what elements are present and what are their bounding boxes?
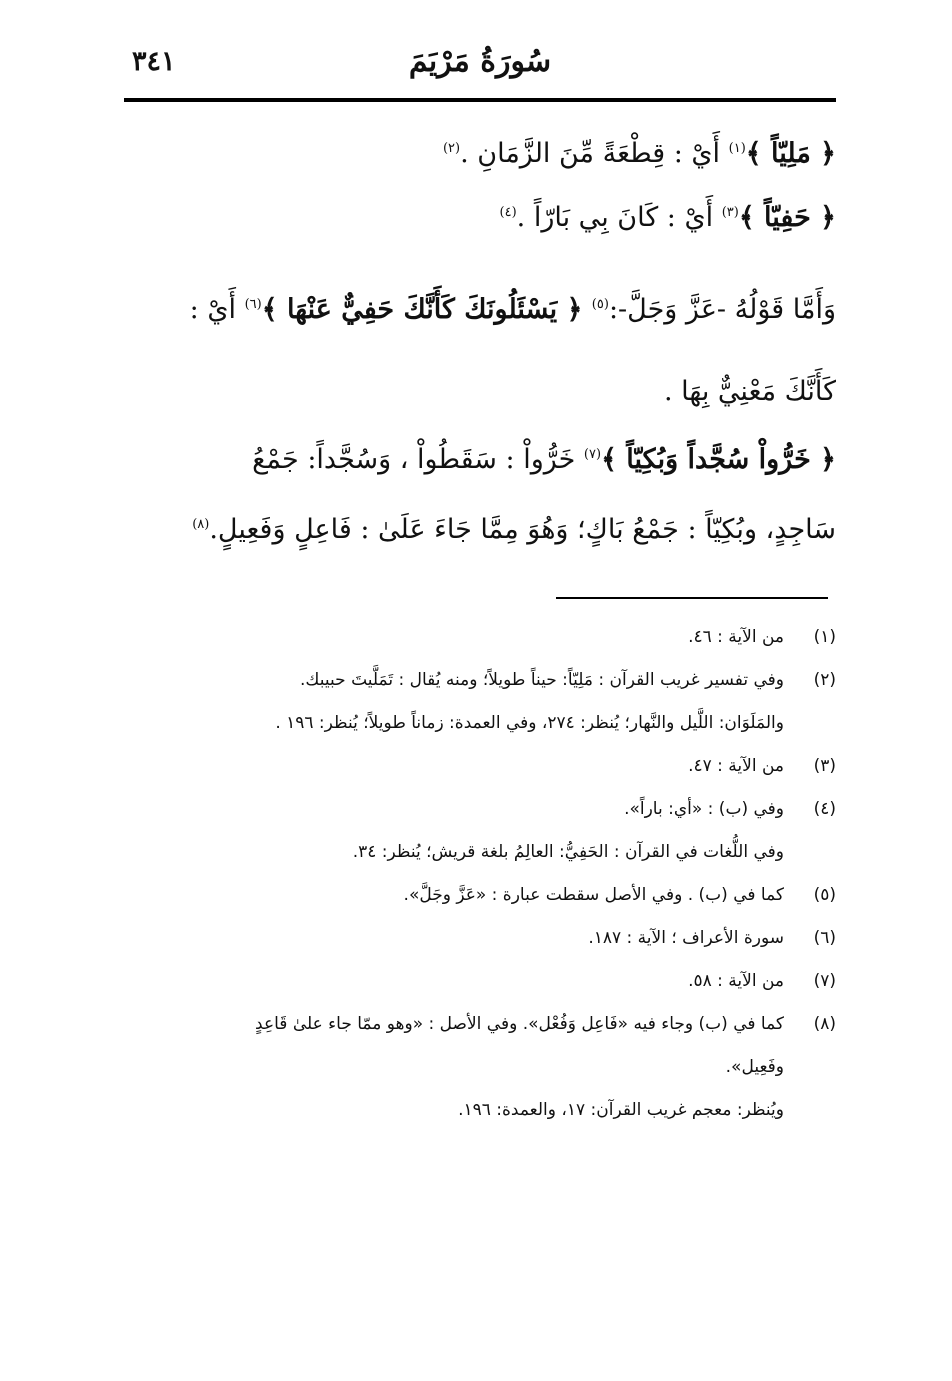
- footnote-ref[interactable]: (٣): [721, 205, 739, 220]
- footnote-line: من الآية : ٤٦.: [688, 627, 784, 647]
- quran-verse: ﴿ يَسْئَلُونَكَ كَأَنَّكَ حَفِيٌّ عَنْهَا ﴾: [261, 294, 592, 325]
- footnote-line: وفي اللُّغات في القرآن : الحَفِيُّ: العالِمُ بلغة قريش؛ يُنظر: ٣٤.: [352, 842, 784, 862]
- footnote-2: [124, 659, 836, 745]
- footnote-line: وفي تفسير غريب القرآن : مَلِيّاً: حيناً طويلاً؛ ومنه يُقال : تَمَلَّيتَ حبيبك.: [300, 670, 784, 690]
- gloss-line: [124, 282, 836, 338]
- footnote-body: [124, 745, 784, 788]
- footnote-line: سورة الأعراف ؛ الآية : ١٨٧.: [588, 928, 784, 948]
- gloss-entry-hafiyya: [124, 190, 836, 246]
- footnote-line: وفي (ب) : «أي: باراً».: [624, 799, 784, 819]
- gloss-text: سَاجِدٍ، وبُكِيّاً : جَمْعُ بَاكٍ؛ وَهُوَ مِمَّا جَاءَ عَلَىٰ : فَاعِلٍ وَفَعِيلٍ.: [209, 514, 836, 545]
- page-header: [124, 36, 836, 98]
- footnote-number: (١): [813, 627, 836, 647]
- gloss-line: [124, 364, 836, 420]
- surah-title: سُورَةُ مَرْيَمَ: [408, 44, 552, 79]
- quran-verse: ﴿ خَرُّواْ سُجَّداً وَبُكِيّاً ﴾: [601, 444, 836, 475]
- footnote-number: (٧): [813, 971, 836, 991]
- footnote-separator: [556, 597, 828, 599]
- footnote-line: وفَعِيل».: [725, 1057, 784, 1077]
- gloss-text: وَأَمَّا قَوْلُهُ -عَزَّ وَجَلَّ-:: [608, 294, 836, 325]
- page-number: ٣٤١: [132, 46, 176, 77]
- header-rule: [124, 98, 836, 102]
- quran-word: ﴿ مَلِيّاً ﴾: [745, 138, 836, 169]
- footnote-ref[interactable]: (٦): [244, 297, 262, 312]
- footnote-ref[interactable]: (١): [728, 141, 746, 156]
- footnote-1: [124, 616, 836, 659]
- footnote-8: [124, 1003, 836, 1132]
- footnote-7: [124, 960, 836, 1003]
- footnote-line: من الآية : ٤٧.: [688, 756, 784, 776]
- footnote-line: من الآية : ٥٨.: [688, 971, 784, 991]
- footnote-number: (٥): [813, 885, 836, 905]
- footnote-body: [124, 616, 784, 659]
- quran-word: ﴿ حَفِيّاً ﴾: [738, 202, 836, 233]
- footnote-body: [124, 960, 784, 1003]
- gloss-line: [124, 190, 836, 246]
- footnote-4: [124, 788, 836, 874]
- footnote-number: (٢): [813, 670, 836, 690]
- footnote-number: (٨): [813, 1014, 836, 1034]
- footnote-body: [124, 874, 784, 917]
- gloss-entry-maliyya: [124, 126, 836, 182]
- footnote-ref[interactable]: (٨): [192, 517, 210, 532]
- gloss-text: أَيْ :: [189, 294, 245, 325]
- gloss-line: [124, 502, 836, 558]
- footnote-line: والمَلَوَان: اللَّيل والنَّهار؛ يُنظر: ٢٧٤، وفي العمدة: زماناً طويلاً؛ يُنظر: ١٩٦ .: [275, 713, 784, 733]
- footnote-3: [124, 745, 836, 788]
- footnote-body: [124, 788, 784, 874]
- footnote-line: ويُنظر: معجم غريب القرآن: ١٧، والعمدة: ١٩٦.: [458, 1100, 784, 1120]
- footnote-line: كما في (ب) . وفي الأصل سقطت عبارة : «عَزَّ وجَلَّ».: [403, 885, 784, 905]
- footnote-ref[interactable]: (٥): [591, 297, 609, 312]
- gloss-text: خَرُّواْ : سَقَطُواْ ، وَسُجَّداً: جَمْعُ: [252, 444, 584, 475]
- gloss-entry-kharru: [124, 432, 836, 558]
- gloss-entry-yasalunaka: [124, 282, 836, 420]
- gloss-line: [124, 126, 836, 182]
- gloss-text: كَأَنَّكَ مَعْنِيٌّ بِهَا .: [663, 376, 836, 407]
- footnote-ref[interactable]: (٢): [442, 141, 461, 156]
- footnote-number: (٣): [813, 756, 836, 776]
- footnote-body: [124, 659, 784, 745]
- gloss-text: أَيْ : قِطْعَةً مِّنَ الزَّمَانِ .: [460, 138, 729, 169]
- footnote-number: (٦): [813, 928, 836, 948]
- footnote-ref[interactable]: (٧): [583, 447, 602, 462]
- footnote-body: [124, 917, 784, 960]
- footnote-5: [124, 874, 836, 917]
- gloss-line: [124, 432, 836, 488]
- footnote-body: [124, 1003, 784, 1132]
- footnote-number: (٤): [813, 799, 836, 819]
- footnotes: [124, 616, 836, 1132]
- gloss-text: أَيْ : كَانَ بِي بَارّاً .: [516, 202, 722, 233]
- footnote-6: [124, 917, 836, 960]
- footnote-line: كما في (ب) وجاء فيه «فَاعِل وَفُعْل». وفي الأصل : «وهو ممّا جاء علىٰ قَاعِدٍ: [255, 1014, 784, 1034]
- footnote-ref[interactable]: (٤): [499, 205, 517, 220]
